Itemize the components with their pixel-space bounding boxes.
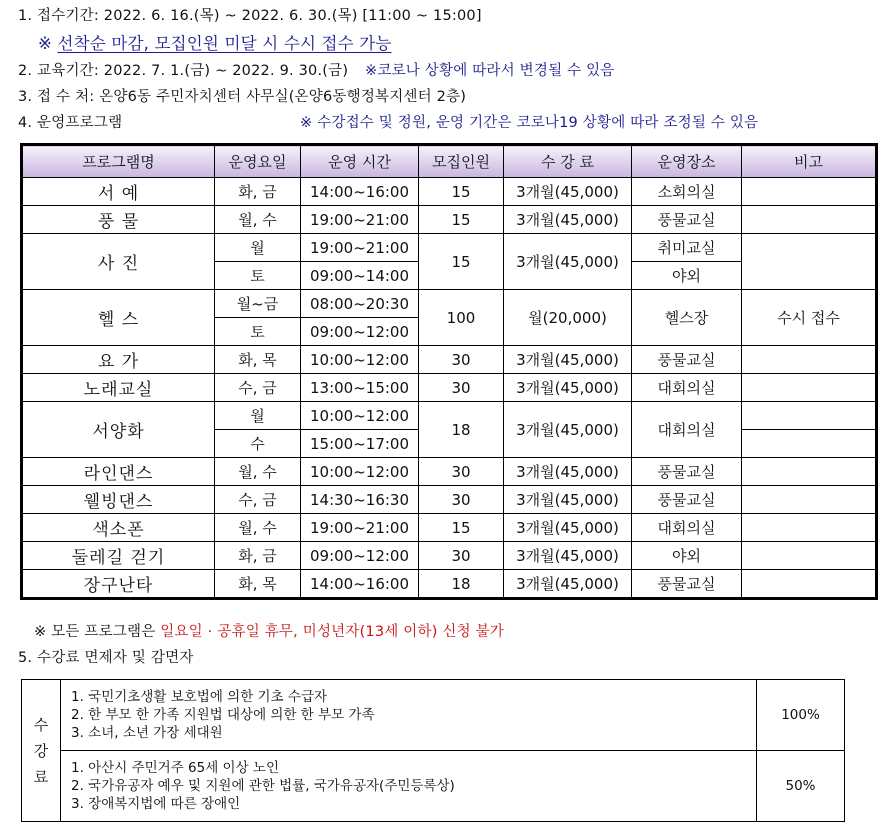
program-time: 13:00~15:00 — [301, 374, 419, 402]
program-capacity: 15 — [419, 514, 504, 542]
fee-side-label: 수 강 료 — [22, 680, 61, 822]
footnote-highlight: 일요일 · 공휴일 휴무, 미성년자(13세 이하) 신청 불가 — [160, 624, 505, 640]
header-time: 운영 시간 — [301, 145, 419, 178]
table-header-row — [22, 145, 877, 178]
fee-item: 3. 소녀, 소년 가장 세대원 — [71, 725, 223, 741]
program-place: 풍물교실 — [632, 486, 742, 514]
fee-item: 1. 국민기초생활 보호법에 의한 기초 수급자 — [71, 689, 328, 705]
program-time: 14:30~16:30 — [301, 486, 419, 514]
header-program-name: 프로그램명 — [22, 145, 215, 178]
program-time: 14:00~16:00 — [301, 570, 419, 599]
program-note — [742, 514, 877, 542]
table-row — [22, 234, 877, 262]
section-4-note: ※ 수강접수 및 정원, 운영 기간은 코로나19 상황에 따라 조정될 수 있음 — [300, 115, 759, 131]
program-time: 08:00~20:30 — [301, 290, 419, 318]
program-day-2: 수 — [215, 430, 301, 458]
table-row — [22, 570, 877, 599]
header-place: 운영장소 — [632, 145, 742, 178]
program-place: 취미교실 — [632, 234, 742, 262]
program-fee: 3개월(45,000) — [504, 402, 632, 458]
program-note — [742, 234, 877, 290]
program-fee: 3개월(45,000) — [504, 234, 632, 290]
program-day: 월, 수 — [215, 206, 301, 234]
program-note-2 — [742, 430, 877, 458]
program-capacity: 30 — [419, 374, 504, 402]
table-row — [22, 178, 877, 206]
program-day: 수, 금 — [215, 486, 301, 514]
program-note — [742, 374, 877, 402]
program-note — [742, 570, 877, 599]
section-4-programs-heading: 4. 운영프로그램 — [18, 115, 123, 131]
fee-item: 3. 장애복지법에 따른 장애인 — [71, 796, 241, 812]
program-name: 장구난타 — [22, 570, 215, 599]
table-row — [22, 346, 877, 374]
program-note: 수시 접수 — [742, 290, 877, 346]
program-name: 사 진 — [22, 234, 215, 290]
table-row — [22, 290, 877, 318]
program-day: 화, 금 — [215, 542, 301, 570]
table-row — [22, 374, 877, 402]
program-fee: 3개월(45,000) — [504, 542, 632, 570]
program-note — [742, 402, 877, 430]
program-place: 헬스장 — [632, 290, 742, 346]
program-note — [742, 178, 877, 206]
fee-rate: 50% — [757, 751, 845, 822]
section-2-text: 2. 교육기간: 2022. 7. 1.(금) ~ 2022. 9. 30.(금) — [18, 63, 349, 79]
program-day: 화, 목 — [215, 570, 301, 599]
program-time: 09:00~12:00 — [301, 542, 419, 570]
program-time: 10:00~12:00 — [301, 346, 419, 374]
program-name: 색소폰 — [22, 514, 215, 542]
program-fee: 3개월(45,000) — [504, 206, 632, 234]
table-row — [22, 542, 877, 570]
program-time-2: 15:00~17:00 — [301, 430, 419, 458]
program-capacity: 15 — [419, 206, 504, 234]
program-place: 야외 — [632, 542, 742, 570]
fee-item: 1. 아산시 주민거주 65세 이상 노인 — [71, 760, 280, 776]
fee-item: 2. 한 부모 한 가족 지원법 대상에 의한 한 부모 가족 — [71, 707, 375, 723]
program-name: 둘레길 걷기 — [22, 542, 215, 570]
reference-mark-icon: ※ — [38, 34, 53, 53]
fee-exemption-table — [21, 679, 845, 822]
program-name: 라인댄스 — [22, 458, 215, 486]
program-capacity: 30 — [419, 458, 504, 486]
program-name: 웰빙댄스 — [22, 486, 215, 514]
program-day-2: 토 — [215, 318, 301, 346]
program-fee: 3개월(45,000) — [504, 374, 632, 402]
program-capacity: 15 — [419, 178, 504, 206]
program-table — [20, 143, 878, 600]
program-note — [742, 206, 877, 234]
program-fee: 3개월(45,000) — [504, 178, 632, 206]
program-time: 10:00~12:00 — [301, 458, 419, 486]
program-time: 19:00~21:00 — [301, 206, 419, 234]
program-place: 풍물교실 — [632, 346, 742, 374]
program-capacity: 15 — [419, 234, 504, 290]
program-day-2: 토 — [215, 262, 301, 290]
program-capacity: 30 — [419, 486, 504, 514]
program-day: 월, 수 — [215, 514, 301, 542]
fee-group-row — [22, 751, 845, 822]
program-time-2: 09:00~12:00 — [301, 318, 419, 346]
program-day: 월 — [215, 402, 301, 430]
program-day: 수, 금 — [215, 374, 301, 402]
program-name: 요 가 — [22, 346, 215, 374]
program-capacity: 100 — [419, 290, 504, 346]
program-place: 대회의실 — [632, 374, 742, 402]
program-day: 월 — [215, 234, 301, 262]
program-note — [742, 458, 877, 486]
footnote-prefix: ※ 모든 프로그램은 — [34, 624, 161, 640]
fee-group-row — [22, 680, 845, 751]
program-fee: 3개월(45,000) — [504, 458, 632, 486]
program-time: 19:00~21:00 — [301, 234, 419, 262]
program-place: 대회의실 — [632, 402, 742, 458]
program-fee: 월(20,000) — [504, 290, 632, 346]
header-note: 비고 — [742, 145, 877, 178]
fee-rate: 100% — [757, 680, 845, 751]
table-row — [22, 206, 877, 234]
section-1-note — [38, 30, 392, 54]
program-note — [742, 346, 877, 374]
program-name: 서양화 — [22, 402, 215, 458]
section-5-fee-exemption-heading: 5. 수강료 면제자 및 감면자 — [18, 650, 194, 666]
program-place: 대회의실 — [632, 514, 742, 542]
header-fee: 수 강 료 — [504, 145, 632, 178]
program-capacity: 30 — [419, 346, 504, 374]
program-time: 19:00~21:00 — [301, 514, 419, 542]
header-capacity: 모집인원 — [419, 145, 504, 178]
program-capacity: 18 — [419, 402, 504, 458]
section-3-reception-place: 3. 접 수 처: 온양6동 주민자치센터 사무실(온양6동행정복지센터 2층) — [18, 89, 467, 105]
program-name: 서 예 — [22, 178, 215, 206]
header-day: 운영요일 — [215, 145, 301, 178]
program-name: 풍 물 — [22, 206, 215, 234]
fee-group-items — [61, 751, 757, 822]
program-fee: 3개월(45,000) — [504, 570, 632, 599]
program-fee: 3개월(45,000) — [504, 486, 632, 514]
program-place: 풍물교실 — [632, 458, 742, 486]
section-1-note-text: 선착순 마감, 모집인원 미달 시 수시 접수 가능 — [57, 34, 392, 53]
program-place: 소회의실 — [632, 178, 742, 206]
program-capacity: 18 — [419, 570, 504, 599]
program-time-2: 09:00~14:00 — [301, 262, 419, 290]
fee-group-items — [61, 680, 757, 751]
program-day: 화, 목 — [215, 346, 301, 374]
fee-item: 2. 국가유공자 예우 및 지원에 관한 법률, 국가유공자(주민등록상) — [71, 778, 455, 794]
program-place: 풍물교실 — [632, 570, 742, 599]
table-row — [22, 402, 877, 430]
program-name: 헬 스 — [22, 290, 215, 346]
footnote — [34, 620, 504, 641]
section-2-note: ※코로나 상황에 따라서 변경될 수 있음 — [365, 63, 615, 79]
program-note — [742, 542, 877, 570]
program-capacity: 30 — [419, 542, 504, 570]
program-name: 노래교실 — [22, 374, 215, 402]
program-fee: 3개월(45,000) — [504, 346, 632, 374]
table-row — [22, 486, 877, 514]
program-time: 14:00~16:00 — [301, 178, 419, 206]
program-place: 풍물교실 — [632, 206, 742, 234]
program-day: 화, 금 — [215, 178, 301, 206]
program-note — [742, 486, 877, 514]
program-day: 월~금 — [215, 290, 301, 318]
table-row — [22, 458, 877, 486]
program-day: 월, 수 — [215, 458, 301, 486]
table-row — [22, 514, 877, 542]
program-time: 10:00~12:00 — [301, 402, 419, 430]
section-1-reception-period: 1. 접수기간: 2022. 6. 16.(목) ~ 2022. 6. 30.(목) [11:00 ~ 15:00] — [18, 8, 482, 24]
section-2-education-period — [18, 59, 615, 80]
program-fee: 3개월(45,000) — [504, 514, 632, 542]
program-place-2: 야외 — [632, 262, 742, 290]
